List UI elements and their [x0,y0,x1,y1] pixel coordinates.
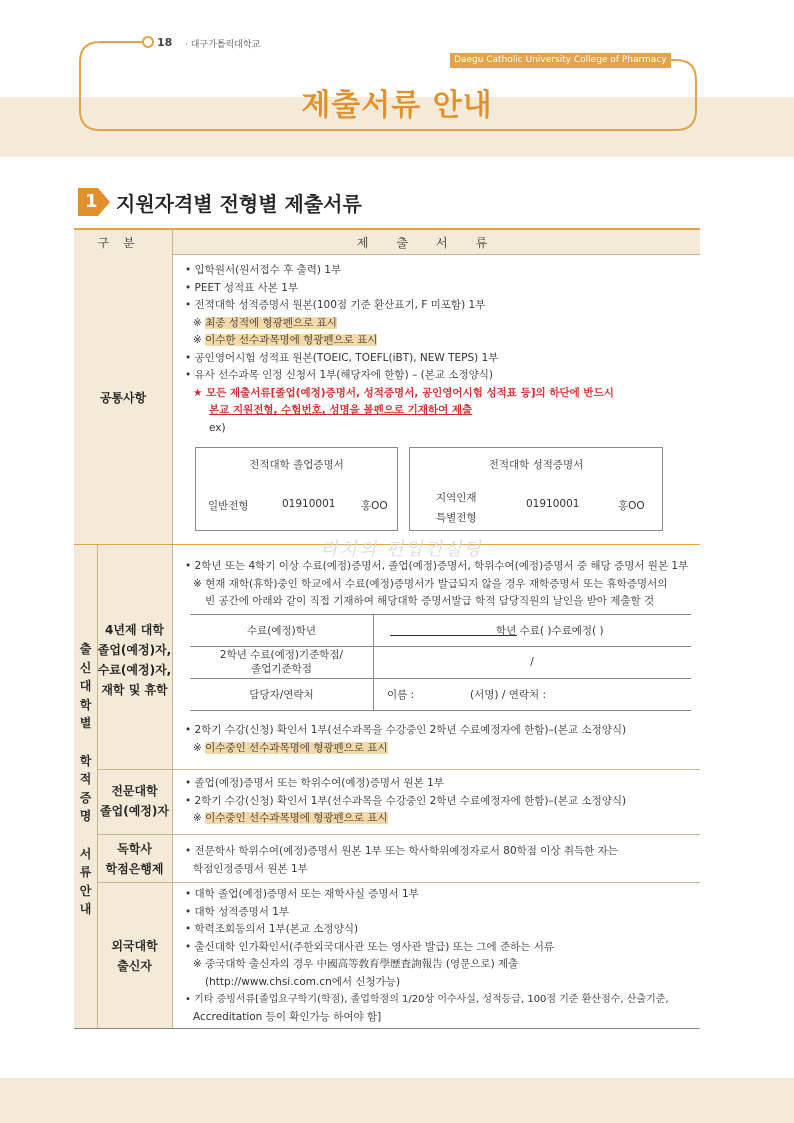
watermark: 리치의 편입컨설팅 [320,539,483,560]
univ4-label [97,620,172,700]
footer-band [0,1078,794,1123]
example-title: 전적대학 성적증명서 [488,459,584,471]
table-divider [97,769,700,770]
list-item: • 기타 증빙서류[졸업요구학기(학점), 졸업학점의 1/20상 이수사실, 성적등급, 100점 기준 환산점수, 산출기준, [185,994,669,1005]
note-item [185,740,626,758]
vertical-char: 적 [79,772,92,787]
vertical-char: 증 [79,790,92,805]
univ4-items-2 [185,722,626,757]
form-value: / [530,656,534,668]
list-item: • 졸업(예정)증명서 또는 학위수여(예정)증명서 원본 1부 [185,777,444,789]
list-item-cont: Accreditation 등이 확인가능 하여야 함] [193,1010,382,1023]
label-line: 수료(예정)자, [97,663,172,677]
foreign-items [185,886,669,1026]
label-line: 재학 및 휴학 [101,683,168,697]
note-item: ※ 중국대학 출신자의 경우 中國高等敎育學歷査詢報告 (영문으로) 제출 [193,958,519,970]
example-admission-type [436,488,477,528]
table-bottom-border [74,1028,700,1029]
foreign-label [97,936,172,976]
vertical-spacer [74,826,97,845]
manual-entry-form [190,614,691,711]
note-mark: ※ [193,812,206,824]
section-number-badge [78,188,110,216]
label-line: 학점은행제 [105,862,164,876]
col-header-documents: 제출서류 [356,236,516,250]
form-divider [190,678,691,679]
list-item-cont: 학점인정증명서 원본 1부 [193,862,308,875]
page-number: 18 [157,36,173,49]
note-item: (http://www.chsi.com.cn에서 신청가능) [205,975,401,988]
form-label-line: 2학년 수료(예정)기준학점/ [219,649,344,661]
college-label [97,781,172,821]
vertical-char: 학 [79,697,92,712]
college-items [185,775,626,828]
label-line: 외국대학 [111,939,158,953]
example-name: 홍OO [361,500,388,512]
school-name: · 대구가톨릭대학교 [185,40,261,50]
example-exam-number: 01910001 [526,498,580,510]
univ4-items [185,558,688,611]
label-line: 전문대학 [111,784,158,798]
list-item: • 학력조회동의서 1부(본교 소정양식) [185,923,359,935]
list-item: • PEET 성적표 사본 1부 [185,281,299,294]
college-name-badge: Daegu Catholic University College of Pharmacy [450,53,671,68]
example-title: 전적대학 졸업증명서 [249,459,344,471]
form-value: 학년 수료( )수료예정( ) [496,625,604,637]
label-line: 독학사 [117,842,152,856]
example-name: 홍OO [618,500,645,512]
section-heading [78,187,362,217]
vertical-spacer [74,733,97,752]
page-title: 제출서류 안내 [301,88,493,123]
note-item [185,315,614,333]
important-notice-detail: 본교 지원전형, 수험번호, 성명을 볼펜으로 기재하여 제출 [209,404,473,416]
example-graduation-certificate [195,447,398,531]
table-divider [97,834,700,835]
example-exam-number: 01910001 [282,498,336,510]
list-item: • 2학년 또는 4학기 이상 수료(예정)증명서, 졸업(예정)증명서, 학위수여(예정)증명서 중 해당 증명서 원본 1부 [185,560,689,572]
table-header-row [74,228,700,255]
example-transcript [409,447,663,531]
label-line: 4년제 대학 [105,623,164,637]
list-item: • 전적대학 성적증명서 원본(100점 기준 환산표기, F 미포함) 1부 [185,299,486,311]
note-mark: ※ [193,334,206,346]
note-mark: ※ [193,741,206,754]
table-divider [172,228,173,1029]
label-line: 졸업(예정)자, [97,643,172,657]
note-item [185,810,626,828]
label-line: 졸업(예정)자 [100,804,169,818]
highlighted-note: 이수중인 선수과목명에 형광펜으로 표시 [205,741,388,754]
note-item [185,332,614,350]
admission-type-line: 특별전형 [436,512,477,524]
highlighted-note: 이수한 선수과목명에 형광펜으로 표시 [205,334,378,346]
vertical-char: 대 [79,679,92,694]
list-item: • 대학 성적증명서 1부 [185,905,290,918]
vertical-char: 내 [79,902,92,917]
vertical-char: 명 [79,809,92,824]
self-study-items [185,843,618,878]
form-contact-sign: (서명) / 연락처 : [470,689,546,701]
table-divider [97,882,700,883]
vertical-char: 안 [79,883,92,898]
list-item: • 유사 선수과목 인정 신청서 1부(해당자에 한함) – (본교 소정양식) [185,369,493,381]
note-item: ※ 현재 재학(휴학)중인 학교에서 수료(예정)증명서가 발급되지 않을 경우 재학증명서 또는 휴학증명서의 [193,577,668,590]
col-header-category: 구분 [97,236,149,250]
vertical-char: 신 [79,660,92,675]
vertical-char: 출 [79,642,92,656]
common-label: 공통사항 [99,391,147,405]
vertical-char: 류 [79,865,92,880]
vertical-char: 별 [79,716,92,731]
section-number: 1 [85,191,98,212]
example-label: ex) [209,421,226,434]
list-item: • 입학원서(원서접수 후 출력) 1부 [185,264,342,276]
admission-type-line: 지역인재 [436,492,477,504]
list-item: • 2학기 수강(신청) 확인서 1부(선수과목을 수강중인 2학년 수료예정자에 한함)–(본교 소정양식) [185,724,627,736]
vertical-char: 서 [79,846,92,861]
form-label [190,648,373,676]
note-item: 빈 공간에 아래와 같이 직접 기재하여 해당대학 증명서발급 학적 담당직원의 날인을 받아 제출할 것 [205,595,655,607]
list-item: • 공인영어시험 성적표 원본(TOEIC, TOEFL(iBT), NEW TEPS) 1부 [185,351,499,364]
form-label: 수료(예정)학년 [246,625,317,637]
common-items [185,262,614,437]
school-name-text: 대구가톨릭대학교 [190,40,261,50]
list-item: • 2학기 수강(신청) 확인서 1부(선수과목을 수강중인 2학년 수료예정자에 한함)–(본교 소정양식) [185,794,627,807]
highlighted-note: 이수중인 선수과목명에 형광펜으로 표시 [205,812,388,824]
label-line: 출신자 [117,959,152,973]
important-notice: ★ 모든 제출서류[졸업(예정)증명서, 성적증명서, 공인영어시험 성적표 등]의 하단에 반드시 [193,386,614,399]
list-item: • 출신대학 인가확인서(주한외국대사관 또는 영사관 발급) 또는 그에 준하는 서류 [185,940,554,953]
example-admission-type: 일반전형 [208,500,249,512]
highlighted-note: 최종 성적에 형광펜으로 표시 [205,316,337,329]
vertical-category-label [74,640,97,919]
section-title: 지원자격별 전형별 제출서류 [116,191,362,216]
self-study-label [97,839,172,879]
list-item: • 전문학사 학위수여(예정)증명서 원본 1부 또는 학사학위예정자로서 80학점 이상 취득한 자는 [185,845,618,857]
form-label: 담당자/연락처 [249,689,314,701]
list-item: • 대학 졸업(예정)증명서 또는 재학사실 증명서 1부 [185,888,419,900]
form-contact-name: 이름 : [387,689,415,701]
note-mark: ※ [193,316,206,329]
form-divider [190,646,691,647]
form-label-line: 졸업기준학점 [251,663,312,675]
vertical-char: 학 [79,753,92,768]
